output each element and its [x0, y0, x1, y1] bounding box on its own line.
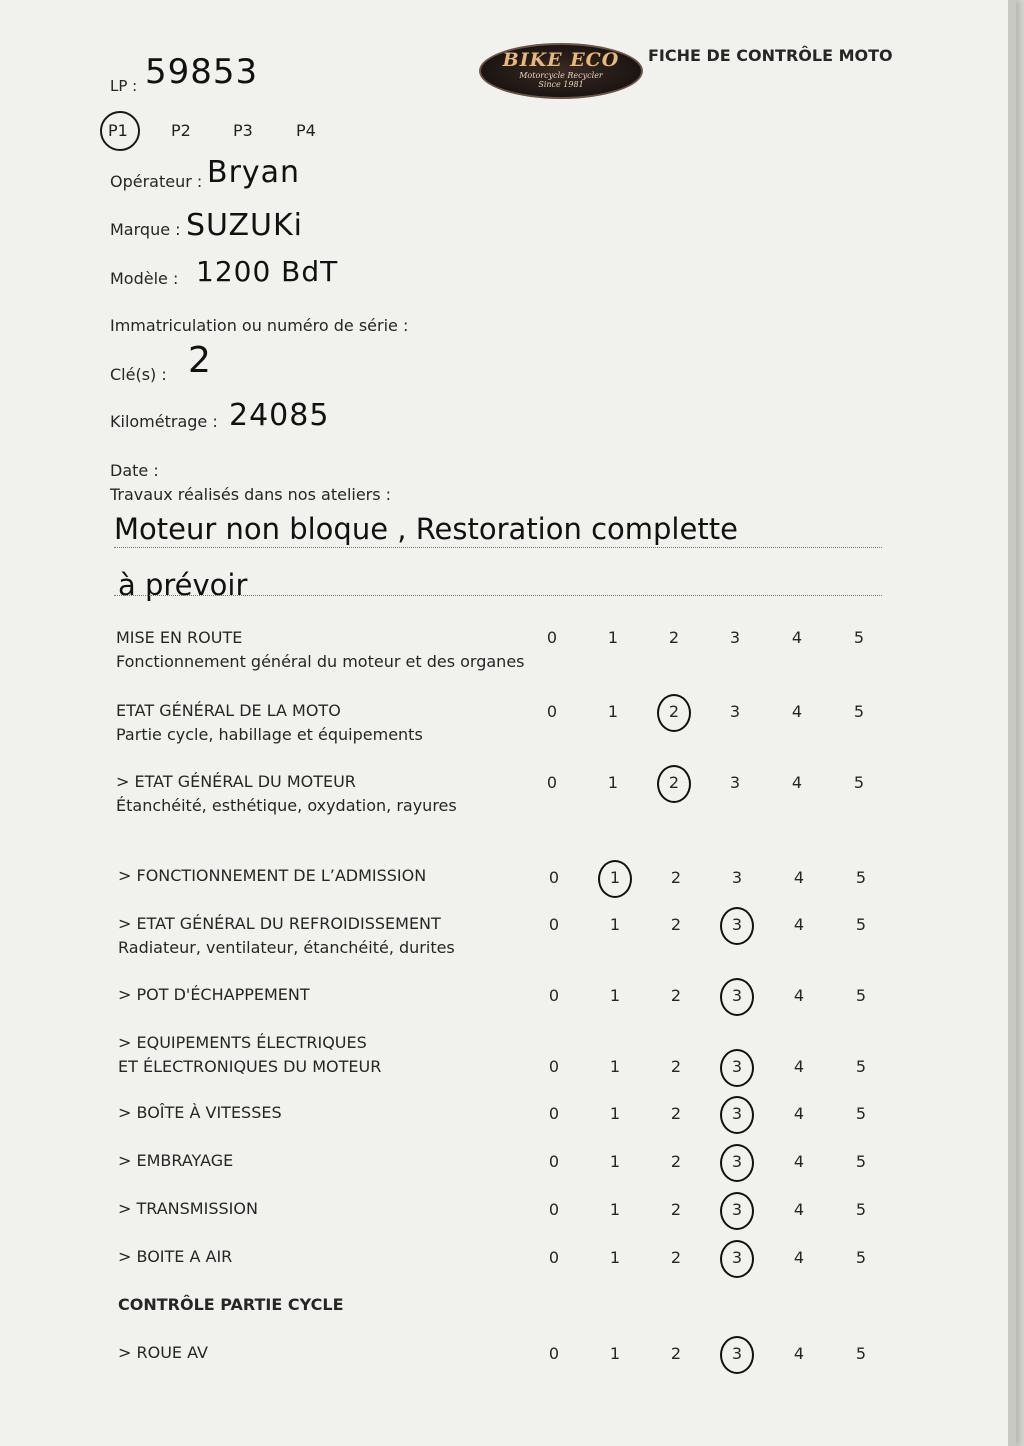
score-option-4[interactable]: 4 [791, 702, 803, 721]
score-option-0[interactable]: 0 [548, 915, 560, 934]
operateur-value[interactable]: Bryan [207, 155, 301, 190]
score-option-1[interactable]: 1 [609, 1057, 621, 1076]
score-option-0[interactable]: 0 [546, 628, 558, 647]
position-p1[interactable]: P1 [108, 121, 128, 140]
page-title: FICHE DE CONTRÔLE MOTO [648, 46, 893, 65]
score-option-5[interactable]: 5 [853, 702, 865, 721]
score-option-0[interactable]: 0 [548, 1344, 560, 1363]
score-option-4[interactable]: 4 [791, 628, 803, 647]
score-option-1[interactable]: 1 [603, 868, 627, 887]
criterion-label: ETAT GÉNÉRAL DE LA MOTO [116, 701, 341, 720]
criterion-description: Étanchéité, esthétique, oxydation, rayures [116, 796, 457, 815]
score-option-5[interactable]: 5 [853, 773, 865, 792]
score-option-3[interactable]: 3 [729, 628, 741, 647]
score-option-5[interactable]: 5 [855, 915, 867, 934]
score-option-3[interactable]: 3 [725, 1152, 749, 1171]
logo-since: Since 1981 [538, 80, 584, 89]
score-option-5[interactable]: 5 [855, 1104, 867, 1123]
score-option-5[interactable]: 5 [855, 868, 867, 887]
selected-score-circle [657, 694, 691, 732]
score-option-3[interactable]: 3 [725, 915, 749, 934]
travaux-line-1[interactable]: Moteur non bloque , Restoration complette [114, 512, 738, 546]
score-option-4[interactable]: 4 [793, 1200, 805, 1219]
score-option-3[interactable]: 3 [725, 1248, 749, 1267]
score-option-3[interactable]: 3 [725, 1104, 749, 1123]
score-option-1[interactable]: 1 [609, 1152, 621, 1171]
selected-score-circle [720, 1336, 754, 1374]
criterion-label: > POT D'ÉCHAPPEMENT [118, 985, 310, 1004]
score-option-4[interactable]: 4 [793, 1057, 805, 1076]
score-option-0[interactable]: 0 [548, 986, 560, 1005]
score-option-2[interactable]: 2 [670, 1344, 682, 1363]
score-option-5[interactable]: 5 [855, 1248, 867, 1267]
score-option-2[interactable]: 2 [670, 1152, 682, 1171]
logo-subtitle: Motorcycle Recycler [519, 71, 603, 80]
score-option-5[interactable]: 5 [855, 1057, 867, 1076]
score-option-5[interactable]: 5 [853, 628, 865, 647]
score-option-5[interactable]: 5 [855, 1152, 867, 1171]
score-option-5[interactable]: 5 [855, 1344, 867, 1363]
score-option-2[interactable]: 2 [670, 1057, 682, 1076]
score-option-1[interactable]: 1 [609, 1104, 621, 1123]
score-option-4[interactable]: 4 [793, 1104, 805, 1123]
modele-value[interactable]: 1200 BdT [196, 255, 339, 288]
criterion-label: > TRANSMISSION [118, 1199, 258, 1218]
score-option-1[interactable]: 1 [609, 1200, 621, 1219]
score-option-4[interactable]: 4 [793, 986, 805, 1005]
dotted-line-1 [114, 547, 882, 548]
score-option-0[interactable]: 0 [548, 1057, 560, 1076]
score-option-1[interactable]: 1 [607, 628, 619, 647]
sheet-edge [1008, 0, 1016, 1446]
score-option-5[interactable]: 5 [855, 1200, 867, 1219]
selected-score-circle [720, 1240, 754, 1278]
criterion-label: > EMBRAYAGE [118, 1151, 234, 1170]
score-option-2[interactable]: 2 [662, 702, 686, 721]
marque-label: Marque : [110, 220, 181, 239]
score-option-3[interactable]: 3 [725, 986, 749, 1005]
score-option-1[interactable]: 1 [609, 986, 621, 1005]
criterion-label: > BOÎTE À VITESSES [118, 1103, 282, 1122]
marque-value[interactable]: SUZUKi [186, 208, 303, 243]
criterion-label: > FONCTIONNEMENT DE L’ADMISSION [118, 866, 427, 885]
score-option-2[interactable]: 2 [670, 1248, 682, 1267]
criterion-description: ET ÉLECTRONIQUES DU MOTEUR [118, 1057, 382, 1076]
position-p2[interactable]: P2 [171, 121, 191, 140]
score-option-1[interactable]: 1 [609, 915, 621, 934]
score-option-0[interactable]: 0 [548, 1200, 560, 1219]
cles-label: Clé(s) : [110, 365, 167, 384]
score-option-1[interactable]: 1 [607, 773, 619, 792]
criterion-label: > BOITE A AIR [118, 1247, 233, 1266]
score-option-1[interactable]: 1 [609, 1248, 621, 1267]
score-option-4[interactable]: 4 [793, 1248, 805, 1267]
immatriculation-label: Immatriculation ou numéro de série : [110, 316, 409, 335]
selected-circle [100, 111, 140, 151]
criterion-label: MISE EN ROUTE [116, 628, 243, 647]
score-option-3[interactable]: 3 [725, 1200, 749, 1219]
selected-score-circle [720, 978, 754, 1016]
score-option-3[interactable]: 3 [725, 1057, 749, 1076]
score-option-3[interactable]: 3 [725, 1344, 749, 1363]
score-option-0[interactable]: 0 [546, 773, 558, 792]
section-title: CONTRÔLE PARTIE CYCLE [118, 1295, 344, 1314]
position-p3[interactable]: P3 [233, 121, 253, 140]
score-option-5[interactable]: 5 [855, 986, 867, 1005]
score-option-1[interactable]: 1 [607, 702, 619, 721]
score-option-2[interactable]: 2 [670, 868, 682, 887]
lp-value: 59853 [145, 52, 259, 92]
score-option-2[interactable]: 2 [670, 1104, 682, 1123]
selected-score-circle [720, 1049, 754, 1087]
criterion-description: Partie cycle, habillage et équipements [116, 725, 423, 744]
criterion-label: > ETAT GÉNÉRAL DU REFROIDISSEMENT [118, 914, 441, 933]
selected-score-circle [720, 1096, 754, 1134]
dotted-line-2 [114, 595, 882, 596]
score-option-0[interactable]: 0 [548, 1104, 560, 1123]
criterion-label: > ETAT GÉNÉRAL DU MOTEUR [116, 772, 356, 791]
score-option-3[interactable]: 3 [731, 868, 743, 887]
bike-eco-logo [479, 43, 643, 99]
score-option-2[interactable]: 2 [670, 1200, 682, 1219]
selected-score-circle [598, 860, 632, 898]
kilometrage-label: Kilométrage : [110, 412, 218, 431]
lp-label: LP : [110, 77, 138, 95]
selected-score-circle [657, 765, 691, 803]
score-option-4[interactable]: 4 [793, 915, 805, 934]
score-option-2[interactable]: 2 [668, 628, 680, 647]
selected-score-circle [720, 907, 754, 945]
position-p4[interactable]: P4 [296, 121, 316, 140]
score-option-0[interactable]: 0 [548, 1248, 560, 1267]
criterion-label: > EQUIPEMENTS ÉLECTRIQUES [118, 1033, 367, 1052]
travaux-label: Travaux réalisés dans nos ateliers : [110, 485, 392, 504]
score-option-1[interactable]: 1 [609, 1344, 621, 1363]
kilometrage-value[interactable]: 24085 [229, 398, 330, 433]
score-option-2[interactable]: 2 [670, 915, 682, 934]
selected-score-circle [720, 1192, 754, 1230]
score-option-4[interactable]: 4 [793, 1344, 805, 1363]
selected-score-circle [720, 1144, 754, 1182]
score-option-2[interactable]: 2 [662, 773, 686, 792]
modele-label: Modèle : [110, 269, 179, 288]
score-option-4[interactable]: 4 [791, 773, 803, 792]
operateur-label: Opérateur : [110, 172, 203, 191]
cles-value[interactable]: 2 [188, 340, 212, 381]
score-option-3[interactable]: 3 [729, 702, 741, 721]
criterion-description: Fonctionnement général du moteur et des organes [116, 652, 525, 671]
score-option-0[interactable]: 0 [548, 1152, 560, 1171]
score-option-0[interactable]: 0 [546, 702, 558, 721]
date-label: Date : [110, 461, 159, 480]
score-option-4[interactable]: 4 [793, 1152, 805, 1171]
score-option-2[interactable]: 2 [670, 986, 682, 1005]
travaux-line-2[interactable]: à prévoir [118, 568, 248, 602]
logo-text: BIKE ECO [502, 49, 620, 71]
score-option-3[interactable]: 3 [729, 773, 741, 792]
criterion-description: Radiateur, ventilateur, étanchéité, durites [118, 938, 455, 957]
score-option-4[interactable]: 4 [793, 868, 805, 887]
criterion-label: > ROUE AV [118, 1343, 208, 1362]
score-option-0[interactable]: 0 [548, 868, 560, 887]
